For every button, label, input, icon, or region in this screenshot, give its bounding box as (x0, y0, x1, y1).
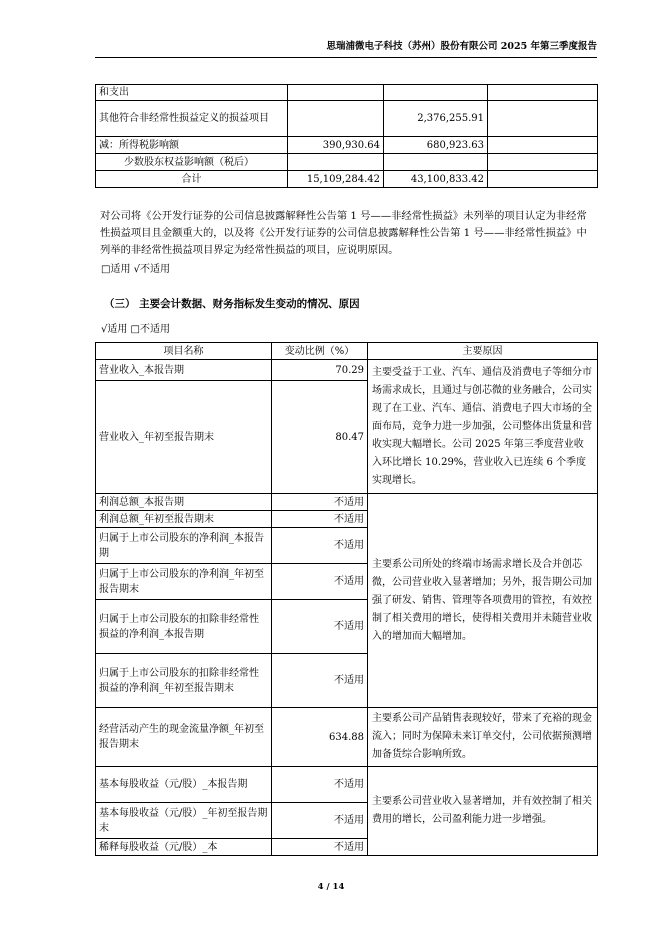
empty-cell (488, 101, 598, 137)
changes-table (95, 342, 598, 856)
main-reason: 主要系公司营业收入显著增加，并有效控制了相关费用的增长，公司盈利能力进一步增强。 (368, 767, 598, 856)
column-header: 变动比例（%） (272, 343, 368, 360)
table-row (96, 767, 598, 803)
table-row (96, 171, 598, 188)
item-name: 归属于上市公司股东的扣除非经常性损益的净利润_年初至报告期末 (96, 654, 272, 708)
change-ratio: 不适用 (272, 564, 368, 600)
row-label: 和支出 (96, 85, 288, 101)
table-row (96, 85, 598, 101)
row-label: 合计 (96, 171, 288, 188)
table-row (96, 137, 598, 154)
value-cell: 2,376,255.91 (384, 101, 488, 137)
change-ratio: 不适用 (272, 511, 368, 528)
column-header: 主要原因 (368, 343, 598, 360)
row-label: 少数股东权益影响额（税后） (96, 154, 288, 171)
empty-cell (488, 171, 598, 188)
change-ratio: 不适用 (272, 600, 368, 654)
explanation-paragraph: 对公司将《公开发行证券的公司信息披露解释性公告第 1 号——非经常性损益》未列举的项目认定为非经常性损益项目且金额重大的，以及将《公开发行证券的公司信息披露解释性公告第 1 号——非经常性损益》中列举的非经常性损益项目界定为经常性损益的项目，应说明原因。 (100, 210, 587, 256)
row-label: 其他符合非经常性损益定义的损益项目 (96, 101, 288, 137)
applicability-option: □适用 √不适用 (101, 264, 170, 275)
table-header-row (96, 343, 598, 360)
value-cell: 680,923.63 (384, 137, 488, 154)
item-name: 基本每股收益（元/股）_年初至报告期末 (96, 803, 272, 839)
section-title: （三） 主要会计数据、财务指标发生变动的情况、原因 (104, 298, 360, 310)
table-row (96, 360, 598, 381)
value-cell (288, 85, 384, 101)
value-cell (288, 101, 384, 137)
value-cell (384, 154, 488, 171)
change-ratio: 不适用 (272, 654, 368, 708)
change-ratio: 80.47 (272, 381, 368, 494)
value-cell (384, 85, 488, 101)
non-recurring-table (95, 84, 598, 188)
row-label: 减：所得税影响额 (96, 137, 288, 154)
empty-cell (488, 154, 598, 171)
empty-cell (488, 85, 598, 101)
item-name: 归属于上市公司股东的净利润_本报告期 (96, 528, 272, 564)
main-reason: 主要系公司所处的终端市场需求增长及合并创芯微，公司营业收入显著增加；另外，报告期公司加强了研发、销售、管理等各项费用的管控，有效控制了相关费用的增长，使得相关费用并未随营业收入的增加而大幅增加。 (368, 494, 598, 708)
item-name: 利润总额_年初至报告期末 (96, 511, 272, 528)
item-name: 经营活动产生的现金流量净额_年初至报告期末 (96, 708, 272, 767)
main-reason: 主要系公司产品销售表现较好，带来了充裕的现金流入；同时为保障未来订单交付，公司依据预测增加备货综合影响所致。 (368, 708, 598, 767)
empty-cell (488, 137, 598, 154)
table-row (96, 101, 598, 137)
change-ratio: 70.29 (272, 360, 368, 381)
item-name: 营业收入_本报告期 (96, 360, 272, 381)
value-cell: 390,930.64 (288, 137, 384, 154)
table-row (96, 154, 598, 171)
change-ratio: 不适用 (272, 839, 368, 856)
value-cell: 15,109,284.42 (288, 171, 384, 188)
value-cell: 43,100,833.42 (384, 171, 488, 188)
page-number: 4 / 14 (317, 882, 345, 892)
item-name: 归属于上市公司股东的扣除非经常性损益的净利润_本报告期 (96, 600, 272, 654)
column-header: 项目名称 (96, 343, 272, 360)
table-row (96, 708, 598, 767)
item-name: 基本每股收益（元/股）_本报告期 (96, 767, 272, 803)
item-name: 归属于上市公司股东的净利润_年初至报告期末 (96, 564, 272, 600)
change-ratio: 不适用 (272, 494, 368, 511)
change-ratio: 不适用 (272, 528, 368, 564)
item-name: 稀释每股收益（元/股）_本 (96, 839, 272, 856)
change-ratio: 634.88 (272, 708, 368, 767)
change-ratio: 不适用 (272, 803, 368, 839)
item-name: 营业收入_年初至报告期末 (96, 381, 272, 494)
main-reason: 主要受益于工业、汽车、通信及消费电子等细分市场需求成长，且通过与创芯微的业务融合，公司实现了在工业、汽车、通信、消费电子四大市场的全面布局，竞争力进一步加强，公司整体出货量和营收实现大幅增长。公司 2025 年第三季度营业收入环比增长 10.29%，营业收入已连续 6 个季度实现增长。 (368, 360, 598, 494)
change-ratio: 不适用 (272, 767, 368, 803)
value-cell (288, 154, 384, 171)
table-row (96, 494, 598, 511)
item-name: 利润总额_本报告期 (96, 494, 272, 511)
page-header: 思瑞浦微电子科技（苏州）股份有限公司 2025 年第三季度报告 (95, 38, 597, 58)
applicability-option: √适用 □不适用 (101, 324, 170, 335)
